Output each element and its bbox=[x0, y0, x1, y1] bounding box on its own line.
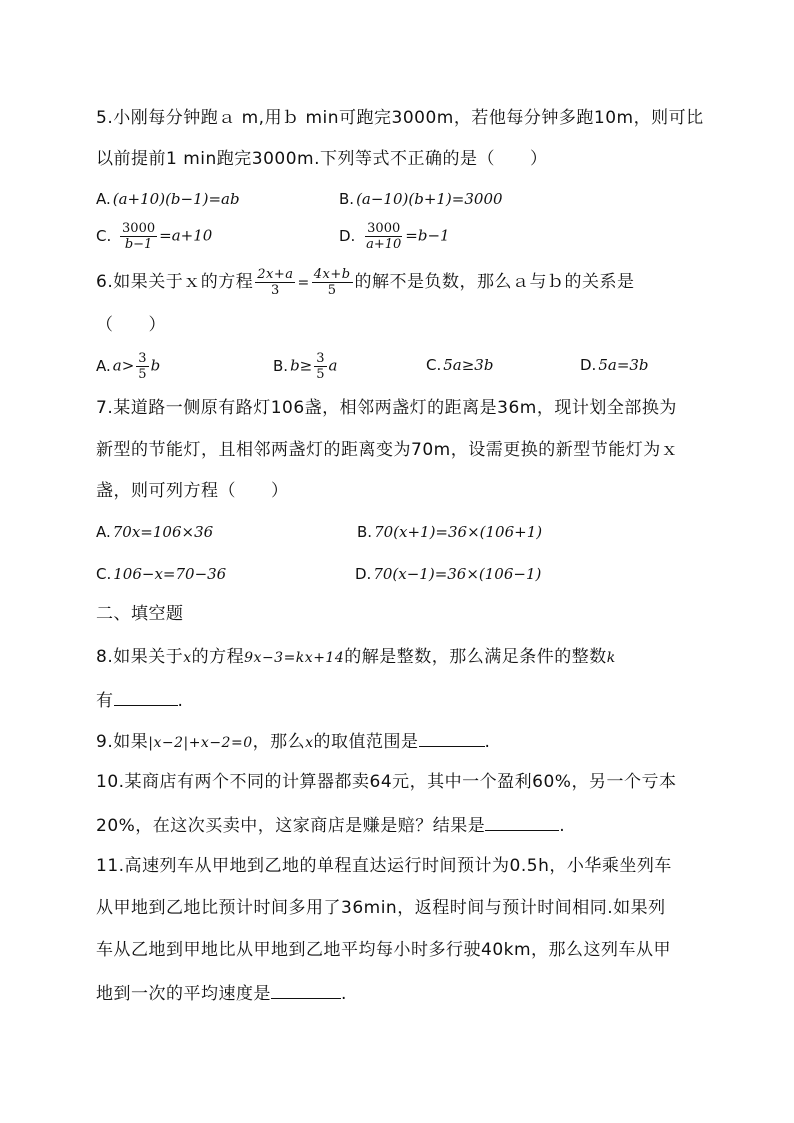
option-expression: (a+10)(b−1)=ab bbox=[112, 190, 240, 208]
fraction bbox=[255, 267, 295, 298]
option-expression: b≥ bbox=[290, 356, 313, 375]
period: . bbox=[484, 732, 491, 752]
q7-option-b bbox=[357, 521, 542, 543]
fraction bbox=[312, 267, 353, 298]
fraction-numerator: 4x+b bbox=[313, 266, 351, 282]
q10-line-1: 10.某商店有两个不同的计算器都卖64元，其中一个盈利60%，另一个亏本 bbox=[96, 772, 677, 792]
option-label: B. bbox=[339, 190, 355, 208]
q6-option-b bbox=[273, 351, 337, 382]
answer-blank[interactable] bbox=[114, 687, 178, 706]
q8-text: 有 bbox=[96, 691, 114, 711]
option-expression: (a−10)(b+1)=3000 bbox=[356, 190, 503, 208]
option-label: B. bbox=[357, 523, 373, 541]
period: . bbox=[341, 984, 347, 1004]
fraction bbox=[136, 351, 148, 382]
q7-option-c bbox=[96, 563, 226, 585]
option-expression: 106−x=70−36 bbox=[113, 565, 227, 583]
equals-sign: = bbox=[297, 275, 310, 291]
fraction-numerator: 3000 bbox=[122, 221, 156, 236]
fraction-denominator: 5 bbox=[316, 367, 325, 382]
q8-line-2 bbox=[96, 687, 706, 713]
q10-line-2 bbox=[96, 812, 706, 838]
q8-text: 的解是整数，那么满足条件的整数 bbox=[344, 647, 607, 667]
option-expression: 70(x−1)=36×(106−1) bbox=[373, 565, 542, 583]
fraction-numerator: 2x+a bbox=[257, 266, 294, 282]
q8-line-1 bbox=[96, 645, 706, 670]
option-expression: 70(x+1)=36×(106+1) bbox=[374, 523, 543, 541]
fraction-denominator: 5 bbox=[327, 282, 337, 298]
q5-option-b bbox=[339, 188, 503, 210]
option-expression: =b−1 bbox=[405, 226, 450, 245]
equation: |x−2|+x−2=0 bbox=[148, 735, 253, 751]
fraction bbox=[120, 221, 157, 252]
option-expression: a bbox=[328, 356, 338, 375]
fraction-numerator: 3 bbox=[138, 351, 147, 366]
q6-prefix: 6.如果关于ｘ的方程 bbox=[96, 272, 254, 292]
section-heading-fill-in: 二、填空题 bbox=[96, 604, 184, 624]
q5-option-c bbox=[96, 221, 212, 252]
q6-option-c bbox=[426, 354, 493, 376]
answer-blank[interactable] bbox=[271, 980, 341, 999]
option-label: B. bbox=[273, 356, 289, 375]
q6-line-2: （ ） bbox=[96, 315, 166, 335]
option-expression: b bbox=[150, 356, 161, 375]
option-label: A. bbox=[96, 356, 111, 375]
fraction-denominator: 5 bbox=[138, 367, 147, 382]
q11-line-1: 11.高速列车从甲地到乙地的单程直达运行时间预计为0.5h，小华乘坐列车 bbox=[96, 856, 672, 876]
option-label: D. bbox=[355, 565, 372, 583]
fraction-denominator: 3 bbox=[270, 282, 280, 298]
equation: 9x−3=kx+14 bbox=[244, 650, 345, 666]
option-expression: =a+10 bbox=[159, 226, 213, 245]
q11-line-2: 从甲地到乙地比预计时间多用了36min，返程时间与预计时间相同.如果列 bbox=[96, 898, 666, 918]
q7-line-3: 盏，则可列方程（ ） bbox=[96, 481, 289, 501]
option-label: A. bbox=[96, 523, 111, 541]
period: . bbox=[559, 816, 566, 836]
period: . bbox=[177, 691, 184, 711]
q9-line-1 bbox=[96, 728, 706, 755]
fraction-denominator: b−1 bbox=[124, 237, 153, 252]
variable: k bbox=[606, 650, 616, 666]
fraction-numerator: 3 bbox=[316, 351, 325, 366]
q11-line-4 bbox=[96, 980, 706, 1006]
option-label: D. bbox=[580, 356, 597, 374]
q6-line-1 bbox=[96, 266, 706, 299]
option-expression: 5a≥3b bbox=[443, 356, 494, 374]
q8-prefix: 8.如果关于 bbox=[96, 647, 184, 667]
fraction bbox=[314, 351, 326, 382]
q7-option-a bbox=[96, 521, 213, 543]
option-label: C. bbox=[96, 565, 112, 583]
q7-line-2: 新型的节能灯，且相邻两盏灯的距离变为70m，设需更换的新型节能灯为ｘ bbox=[96, 440, 679, 460]
q7-option-d bbox=[355, 563, 541, 585]
q10-text: 20%，在这次买卖中，这家商店是赚是赔？结果是 bbox=[96, 816, 486, 836]
q6-suffix: 的解不是负数，那么ａ与ｂ的关系是 bbox=[354, 272, 635, 292]
variable: x bbox=[183, 650, 192, 666]
q5-option-a bbox=[96, 188, 240, 210]
q5-line-1: 5.小刚每分钟跑ａ m,用ｂ min可跑完3000m，若他每分钟多跑10m，则可比 bbox=[96, 108, 704, 128]
fraction-denominator: a+10 bbox=[366, 237, 402, 252]
q9-text: 的取值范围是 bbox=[313, 732, 419, 752]
q9-text: ，那么 bbox=[252, 732, 306, 752]
q6-option-d bbox=[580, 354, 649, 376]
q5-option-d bbox=[339, 221, 450, 252]
option-expression: 70x=106×36 bbox=[112, 523, 214, 541]
q5-line-2: 以前提前1 min跑完3000m.下列等式不正确的是（ ） bbox=[96, 149, 548, 169]
q9-prefix: 9.如果 bbox=[96, 732, 149, 752]
option-expression: 5a=3b bbox=[598, 356, 649, 374]
q11-line-3: 车从乙地到甲地比从甲地到乙地平均每小时多行驶40km，那么这列车从甲 bbox=[96, 940, 672, 960]
q8-text: 的方程 bbox=[191, 647, 245, 667]
q7-line-1: 7.某道路一侧原有路灯106盏，相邻两盏灯的距离是36m，现计划全部换为 bbox=[96, 398, 677, 418]
option-label: D. bbox=[339, 226, 356, 245]
q6-option-a bbox=[96, 351, 160, 382]
option-label: C. bbox=[426, 356, 442, 374]
option-expression: a> bbox=[112, 356, 135, 375]
answer-blank[interactable] bbox=[485, 812, 559, 831]
fraction-numerator: 3000 bbox=[367, 221, 401, 236]
option-label: A. bbox=[96, 190, 111, 208]
fraction bbox=[364, 221, 403, 252]
q11-text: 地到一次的平均速度是 bbox=[96, 984, 271, 1004]
option-label: C. bbox=[96, 226, 112, 245]
answer-blank[interactable] bbox=[419, 728, 485, 747]
variable: x bbox=[305, 735, 314, 751]
